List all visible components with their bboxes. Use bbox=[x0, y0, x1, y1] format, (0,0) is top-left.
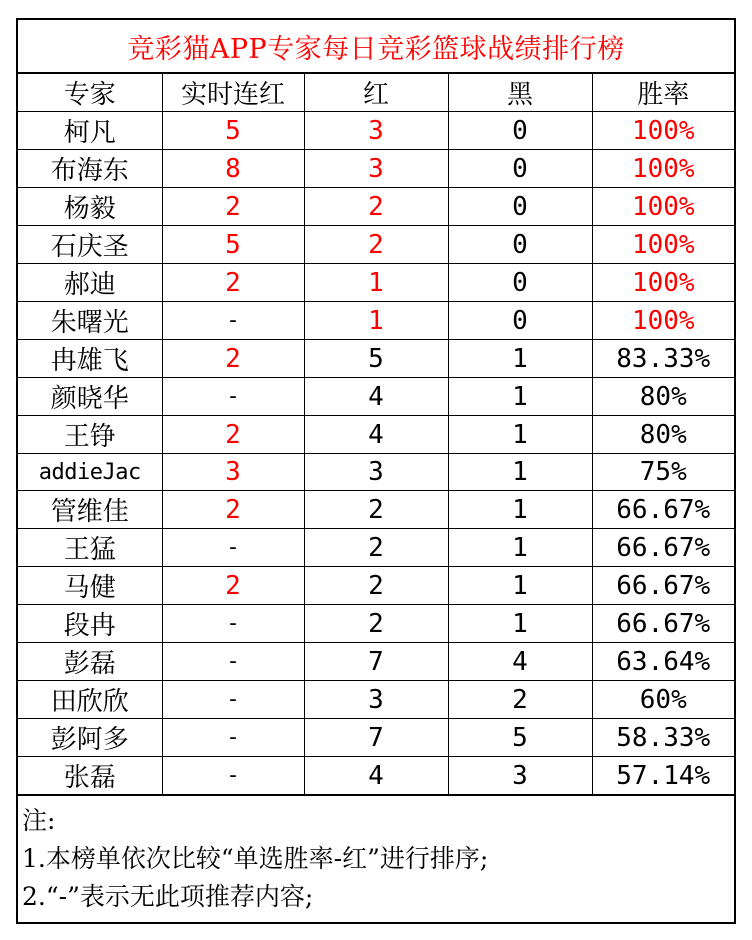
red-count-cell: 1 bbox=[304, 264, 448, 302]
win-rate-cell: 100% bbox=[592, 150, 734, 188]
note-heading: 注: bbox=[22, 806, 56, 835]
column-header-win-rate: 胜率 bbox=[592, 74, 734, 112]
table-row bbox=[18, 719, 734, 757]
note-dash-meaning: 2.“-”表示无此项推荐内容; bbox=[22, 882, 314, 911]
red-count-cell: 2 bbox=[304, 567, 448, 605]
streak-cell: - bbox=[162, 757, 304, 795]
red-count-cell: 2 bbox=[304, 529, 448, 567]
black-count-cell: 0 bbox=[448, 112, 592, 150]
table-row bbox=[18, 605, 734, 643]
table-row bbox=[18, 529, 734, 567]
win-rate-cell: 100% bbox=[592, 302, 734, 340]
black-count-cell: 0 bbox=[448, 264, 592, 302]
expert-name-cell: 王猛 bbox=[18, 529, 162, 567]
black-count-cell: 1 bbox=[448, 340, 592, 378]
streak-cell: 2 bbox=[162, 188, 304, 226]
red-count-cell: 2 bbox=[304, 226, 448, 264]
expert-name-cell: 柯凡 bbox=[18, 112, 162, 150]
expert-name-cell: 石庆圣 bbox=[18, 226, 162, 264]
win-rate-cell: 60% bbox=[592, 681, 734, 719]
streak-cell: 2 bbox=[162, 567, 304, 605]
red-count-cell: 1 bbox=[304, 302, 448, 340]
black-count-cell: 1 bbox=[448, 605, 592, 643]
page-title: 竞彩猫APP专家每日竞彩篮球战绩排行榜 bbox=[18, 20, 734, 74]
streak-cell: 5 bbox=[162, 226, 304, 264]
streak-cell: 3 bbox=[162, 454, 304, 491]
expert-name-cell: 马健 bbox=[18, 567, 162, 605]
table-row bbox=[18, 226, 734, 264]
black-count-cell: 5 bbox=[448, 719, 592, 757]
red-count-cell: 5 bbox=[304, 340, 448, 378]
ranking-sheet bbox=[16, 18, 736, 924]
win-rate-cell: 80% bbox=[592, 416, 734, 454]
expert-name-cell: 冉雄飞 bbox=[18, 340, 162, 378]
black-count-cell: 0 bbox=[448, 226, 592, 264]
column-header-streak: 实时连红 bbox=[162, 74, 304, 112]
streak-cell: 2 bbox=[162, 491, 304, 529]
black-count-cell: 4 bbox=[448, 643, 592, 681]
win-rate-cell: 66.67% bbox=[592, 605, 734, 643]
expert-name-cell: 朱曙光 bbox=[18, 302, 162, 340]
expert-name-cell: 彭阿多 bbox=[18, 719, 162, 757]
column-header-expert: 专家 bbox=[18, 74, 162, 112]
red-count-cell: 3 bbox=[304, 681, 448, 719]
win-rate-cell: 100% bbox=[592, 226, 734, 264]
table-row bbox=[18, 567, 734, 605]
streak-cell: 5 bbox=[162, 112, 304, 150]
red-count-cell: 4 bbox=[304, 757, 448, 795]
red-count-cell: 4 bbox=[304, 416, 448, 454]
expert-name-cell: 郝迪 bbox=[18, 264, 162, 302]
red-count-cell: 7 bbox=[304, 643, 448, 681]
red-count-cell: 4 bbox=[304, 378, 448, 416]
streak-cell: 8 bbox=[162, 150, 304, 188]
table-row bbox=[18, 112, 734, 150]
win-rate-cell: 66.67% bbox=[592, 567, 734, 605]
win-rate-cell: 57.14% bbox=[592, 757, 734, 795]
table-row bbox=[18, 302, 734, 340]
win-rate-cell: 66.67% bbox=[592, 491, 734, 529]
notes-section bbox=[18, 794, 734, 922]
table-row bbox=[18, 264, 734, 302]
table-row bbox=[18, 757, 734, 795]
black-count-cell: 0 bbox=[448, 188, 592, 226]
win-rate-cell: 83.33% bbox=[592, 340, 734, 378]
win-rate-cell: 100% bbox=[592, 188, 734, 226]
black-count-cell: 1 bbox=[448, 416, 592, 454]
streak-cell: - bbox=[162, 529, 304, 567]
win-rate-cell: 80% bbox=[592, 378, 734, 416]
streak-cell: 2 bbox=[162, 340, 304, 378]
note-sort-rule: 1.本榜单依次比较“单选胜率-红”进行排序; bbox=[22, 844, 489, 873]
red-count-cell: 2 bbox=[304, 605, 448, 643]
header-row bbox=[18, 74, 734, 112]
expert-name-cell: 颜晓华 bbox=[18, 378, 162, 416]
expert-name-cell: 张磊 bbox=[18, 757, 162, 795]
streak-cell: - bbox=[162, 681, 304, 719]
ranking-table bbox=[18, 74, 734, 794]
expert-name-cell: 彭磊 bbox=[18, 643, 162, 681]
streak-cell: - bbox=[162, 719, 304, 757]
black-count-cell: 1 bbox=[448, 454, 592, 491]
table-row bbox=[18, 491, 734, 529]
black-count-cell: 1 bbox=[448, 529, 592, 567]
streak-cell: - bbox=[162, 302, 304, 340]
table-row bbox=[18, 188, 734, 226]
table-row bbox=[18, 150, 734, 188]
black-count-cell: 1 bbox=[448, 378, 592, 416]
win-rate-cell: 58.33% bbox=[592, 719, 734, 757]
table-row bbox=[18, 378, 734, 416]
expert-name-cell: addieJac bbox=[18, 454, 162, 491]
win-rate-cell: 75% bbox=[592, 454, 734, 491]
red-count-cell: 2 bbox=[304, 188, 448, 226]
black-count-cell: 1 bbox=[448, 491, 592, 529]
expert-name-cell: 布海东 bbox=[18, 150, 162, 188]
red-count-cell: 3 bbox=[304, 454, 448, 491]
expert-name-cell: 管维佳 bbox=[18, 491, 162, 529]
table-row bbox=[18, 681, 734, 719]
black-count-cell: 0 bbox=[448, 302, 592, 340]
win-rate-cell: 66.67% bbox=[592, 529, 734, 567]
streak-cell: 2 bbox=[162, 264, 304, 302]
win-rate-cell: 100% bbox=[592, 112, 734, 150]
expert-name-cell: 杨毅 bbox=[18, 188, 162, 226]
expert-name-cell: 王铮 bbox=[18, 416, 162, 454]
streak-cell: - bbox=[162, 643, 304, 681]
table-row bbox=[18, 454, 734, 491]
red-count-cell: 2 bbox=[304, 491, 448, 529]
red-count-cell: 3 bbox=[304, 150, 448, 188]
streak-cell: - bbox=[162, 605, 304, 643]
streak-cell: 2 bbox=[162, 416, 304, 454]
black-count-cell: 0 bbox=[448, 150, 592, 188]
red-count-cell: 7 bbox=[304, 719, 448, 757]
black-count-cell: 1 bbox=[448, 567, 592, 605]
win-rate-cell: 63.64% bbox=[592, 643, 734, 681]
table-row bbox=[18, 643, 734, 681]
column-header-red: 红 bbox=[304, 74, 448, 112]
red-count-cell: 3 bbox=[304, 112, 448, 150]
table-row bbox=[18, 416, 734, 454]
expert-name-cell: 田欣欣 bbox=[18, 681, 162, 719]
column-header-black: 黑 bbox=[448, 74, 592, 112]
black-count-cell: 3 bbox=[448, 757, 592, 795]
table-body bbox=[18, 112, 734, 795]
expert-name-cell: 段冉 bbox=[18, 605, 162, 643]
table-row bbox=[18, 340, 734, 378]
black-count-cell: 2 bbox=[448, 681, 592, 719]
streak-cell: - bbox=[162, 378, 304, 416]
win-rate-cell: 100% bbox=[592, 264, 734, 302]
